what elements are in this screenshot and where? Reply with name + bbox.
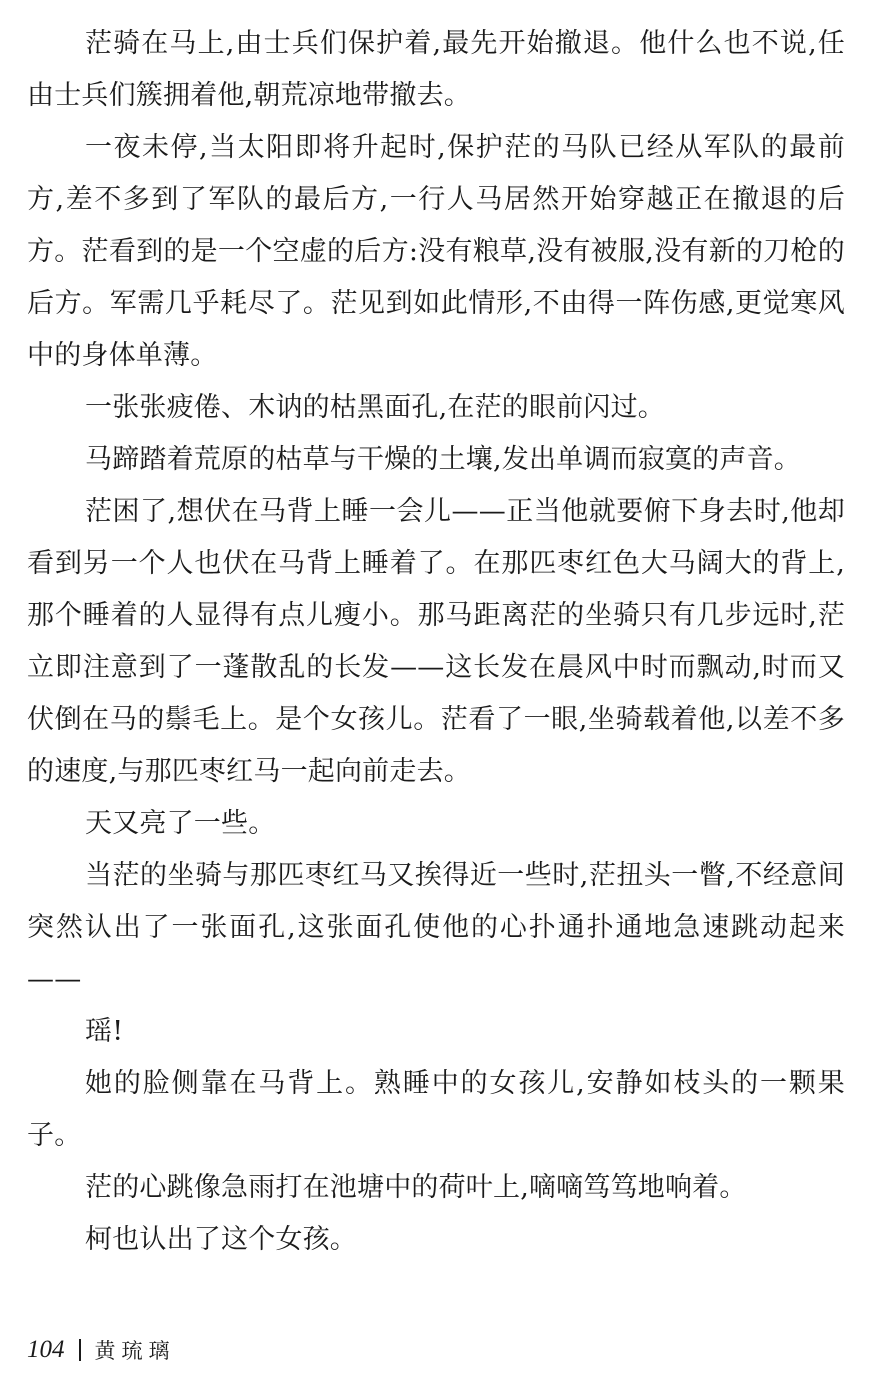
paragraph: 马蹄踏着荒原的枯草与干燥的土壤,发出单调而寂寞的声音。	[85, 444, 801, 475]
paragraph: 瑶!	[85, 1016, 124, 1047]
page-footer	[27, 1330, 176, 1370]
paragraph: 茫困了,想伏在马背上睡一会儿——正当他就要俯下身去时,他却看到另一个人也伏在马背上睡着了。在那匹枣红色大马阔大的背上,那个睡着的人显得有点儿瘦小。那马距离茫的坐骑只有几步远时,茫立即注意到了一蓬散乱的长发——这长发在晨风中时而飘动,时而又伏倒在马的鬃毛上。是个女孩儿。茫看了一眼,坐骑载着他,以差不多的速度,与那匹枣红马一起向前走去。	[27, 496, 845, 787]
running-title: 黄琉璃	[94, 1339, 176, 1363]
page-number: 104	[27, 1336, 65, 1363]
paragraph: 柯也认出了这个女孩。	[85, 1224, 357, 1255]
footer-divider	[79, 1339, 81, 1361]
paragraph: 天又亮了一些。	[85, 808, 276, 839]
paragraph: 茫骑在马上,由士兵们保护着,最先开始撤退。他什么也不说,任由士兵们簇拥着他,朝荒凉地带撤去。	[27, 28, 845, 111]
body-text	[27, 18, 845, 1266]
paragraph: 茫的心跳像急雨打在池塘中的荷叶上,嘀嘀笃笃地响着。	[85, 1172, 747, 1203]
paragraph: 她的脸侧靠在马背上。熟睡中的女孩儿,安静如枝头的一颗果子。	[27, 1068, 845, 1151]
paragraph: 一张张疲倦、木讷的枯黑面孔,在茫的眼前闪过。	[85, 392, 665, 423]
paragraph: 一夜未停,当太阳即将升起时,保护茫的马队已经从军队的最前方,差不多到了军队的最后方,一行人马居然开始穿越正在撤退的后方。茫看到的是一个空虚的后方:没有粮草,没有被服,没有新的刀枪的后方。军需几乎耗尽了。茫见到如此情形,不由得一阵伤感,更觉寒风中的身体单薄。	[27, 132, 845, 371]
paragraph: 当茫的坐骑与那匹枣红马又挨得近一些时,茫扭头一瞥,不经意间突然认出了一张面孔,这张面孔使他的心扑通扑通地急速跳动起来——	[27, 860, 845, 995]
